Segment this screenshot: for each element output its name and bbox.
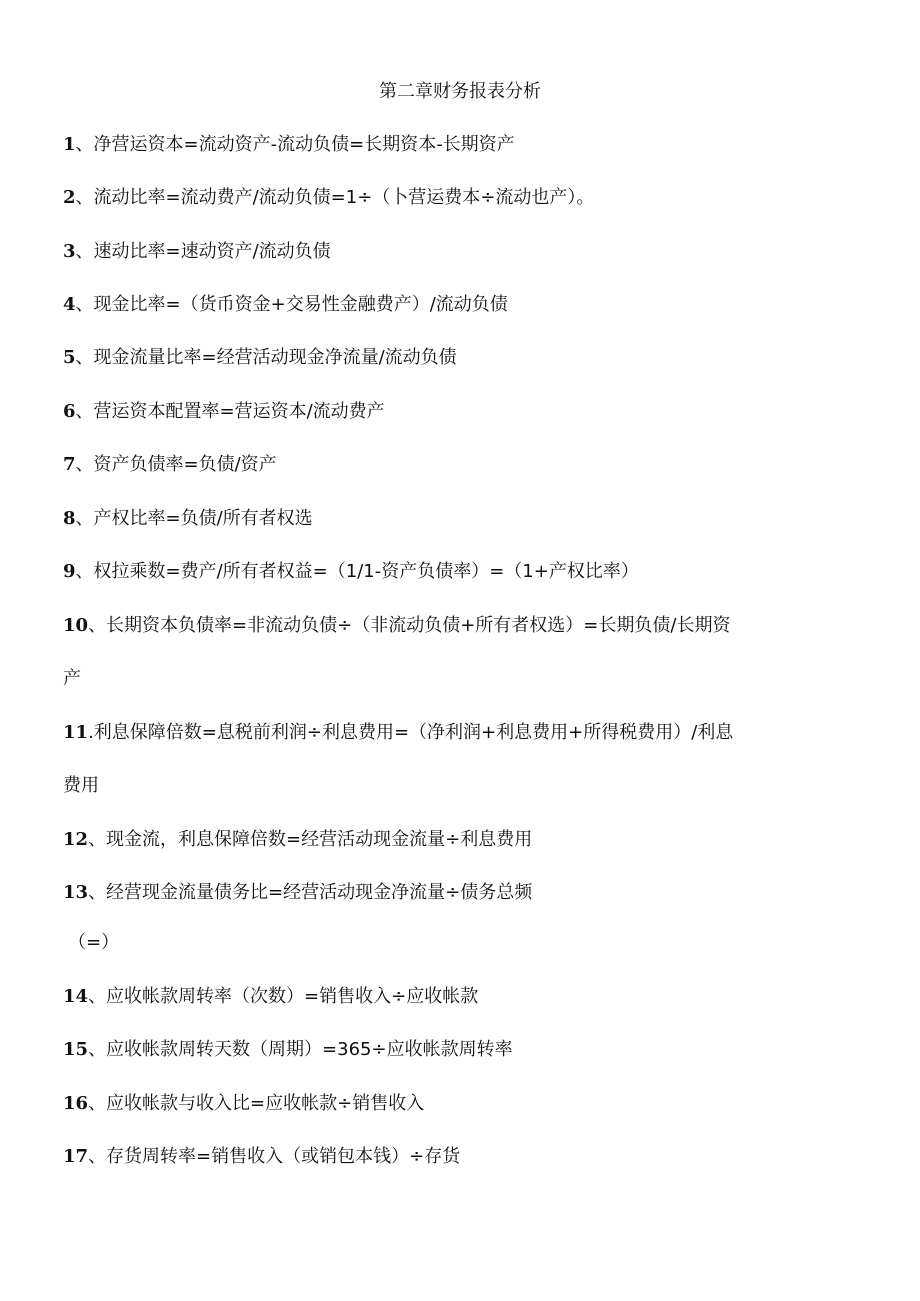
formula-line-9 xyxy=(63,558,863,586)
item-number: 9 xyxy=(63,561,76,582)
page-title: 第二章财务报表分析 xyxy=(379,81,541,102)
formula-text: 、经营现金流量债务比=经营活动现金净流量÷债务总频 xyxy=(88,882,533,903)
formula-line-17 xyxy=(63,1143,863,1171)
formula-line-6 xyxy=(63,398,863,426)
item-number: 8 xyxy=(63,508,76,529)
formula-text: 、应收帐款与收入比=应收帐款÷销售收入 xyxy=(88,1093,425,1114)
formula-line-14 xyxy=(63,983,863,1011)
formula-text: 、现金流量比率=经营活动现金净流量/流动负债 xyxy=(75,347,457,368)
item-number: 4 xyxy=(63,294,76,315)
item-number: 11 xyxy=(63,722,89,743)
formula-line-15 xyxy=(63,1036,863,1064)
formula-text: 、权拉乘数=费产/所有者权益=（1/1-资产负债率）=（1+产权比率） xyxy=(75,561,639,582)
formula-line-7 xyxy=(63,451,863,479)
formula-line-4 xyxy=(63,291,863,319)
formula-text: 、净营运资本=流动资产-流动负债=长期资本-长期资产 xyxy=(75,134,515,155)
item-number: 12 xyxy=(63,829,89,850)
formula-line-13 xyxy=(63,879,863,907)
formula-line-10-continuation: 产 xyxy=(63,668,81,689)
formula-line-16 xyxy=(63,1090,863,1118)
formula-line-5 xyxy=(63,344,863,372)
formula-text: 、存货周转率=销售收入（或销包本钱）÷存货 xyxy=(88,1146,461,1167)
formula-text: 、现金比率=（货币资金+交易性金融费产）/流动负债 xyxy=(75,294,508,315)
formula-text: 、现金流，利息保障倍数=经营活动现金流量÷利息费用 xyxy=(88,829,533,850)
formula-text: 、产权比率=负债/所有者权选 xyxy=(75,508,313,529)
formula-line-2 xyxy=(63,184,863,212)
formula-text: 、长期资本负债率=非流动负债÷（非流动负债+所有者权选）=长期负债/长期资 xyxy=(88,615,731,636)
formula-line-8 xyxy=(63,505,863,533)
formula-text: 、应收帐款周转天数（周期）=365÷应收帐款周转率 xyxy=(88,1039,513,1060)
item-number: 7 xyxy=(63,454,76,475)
formula-line-13-continuation: （=） xyxy=(68,932,120,953)
formula-text: 、营运资本配置率=营运资本/流动费产 xyxy=(75,401,385,422)
formula-line-12 xyxy=(63,826,863,854)
item-number: 13 xyxy=(63,882,89,903)
formula-line-10 xyxy=(63,612,863,640)
formula-text: 、流动比率=流动费产/流动负债=1÷（卜营运费本÷流动也产）。 xyxy=(75,187,595,208)
item-number: 14 xyxy=(63,986,89,1007)
formula-line-1 xyxy=(63,131,863,159)
item-number: 16 xyxy=(63,1093,89,1114)
formula-text: 、应收帐款周转率（次数）=销售收入÷应收帐款 xyxy=(88,986,479,1007)
item-number: 5 xyxy=(63,347,76,368)
formula-line-11-continuation: 费用 xyxy=(63,775,99,796)
item-number: 17 xyxy=(63,1146,89,1167)
formula-line-11 xyxy=(63,719,863,747)
item-number: 3 xyxy=(63,241,76,262)
formula-text: 、资产负债率=负债/资产 xyxy=(75,454,277,475)
item-number: 10 xyxy=(63,615,89,636)
formula-text: .利息保障倍数=息税前利润÷利息费用=（净利润+利息费用+所得税费用）/利息 xyxy=(88,722,734,743)
item-number: 2 xyxy=(63,187,76,208)
item-number: 15 xyxy=(63,1039,89,1060)
formula-text: 、速动比率=速动资产/流动负债 xyxy=(75,241,331,262)
item-number: 6 xyxy=(63,401,76,422)
item-number: 1 xyxy=(63,134,76,155)
formula-line-3 xyxy=(63,238,863,266)
